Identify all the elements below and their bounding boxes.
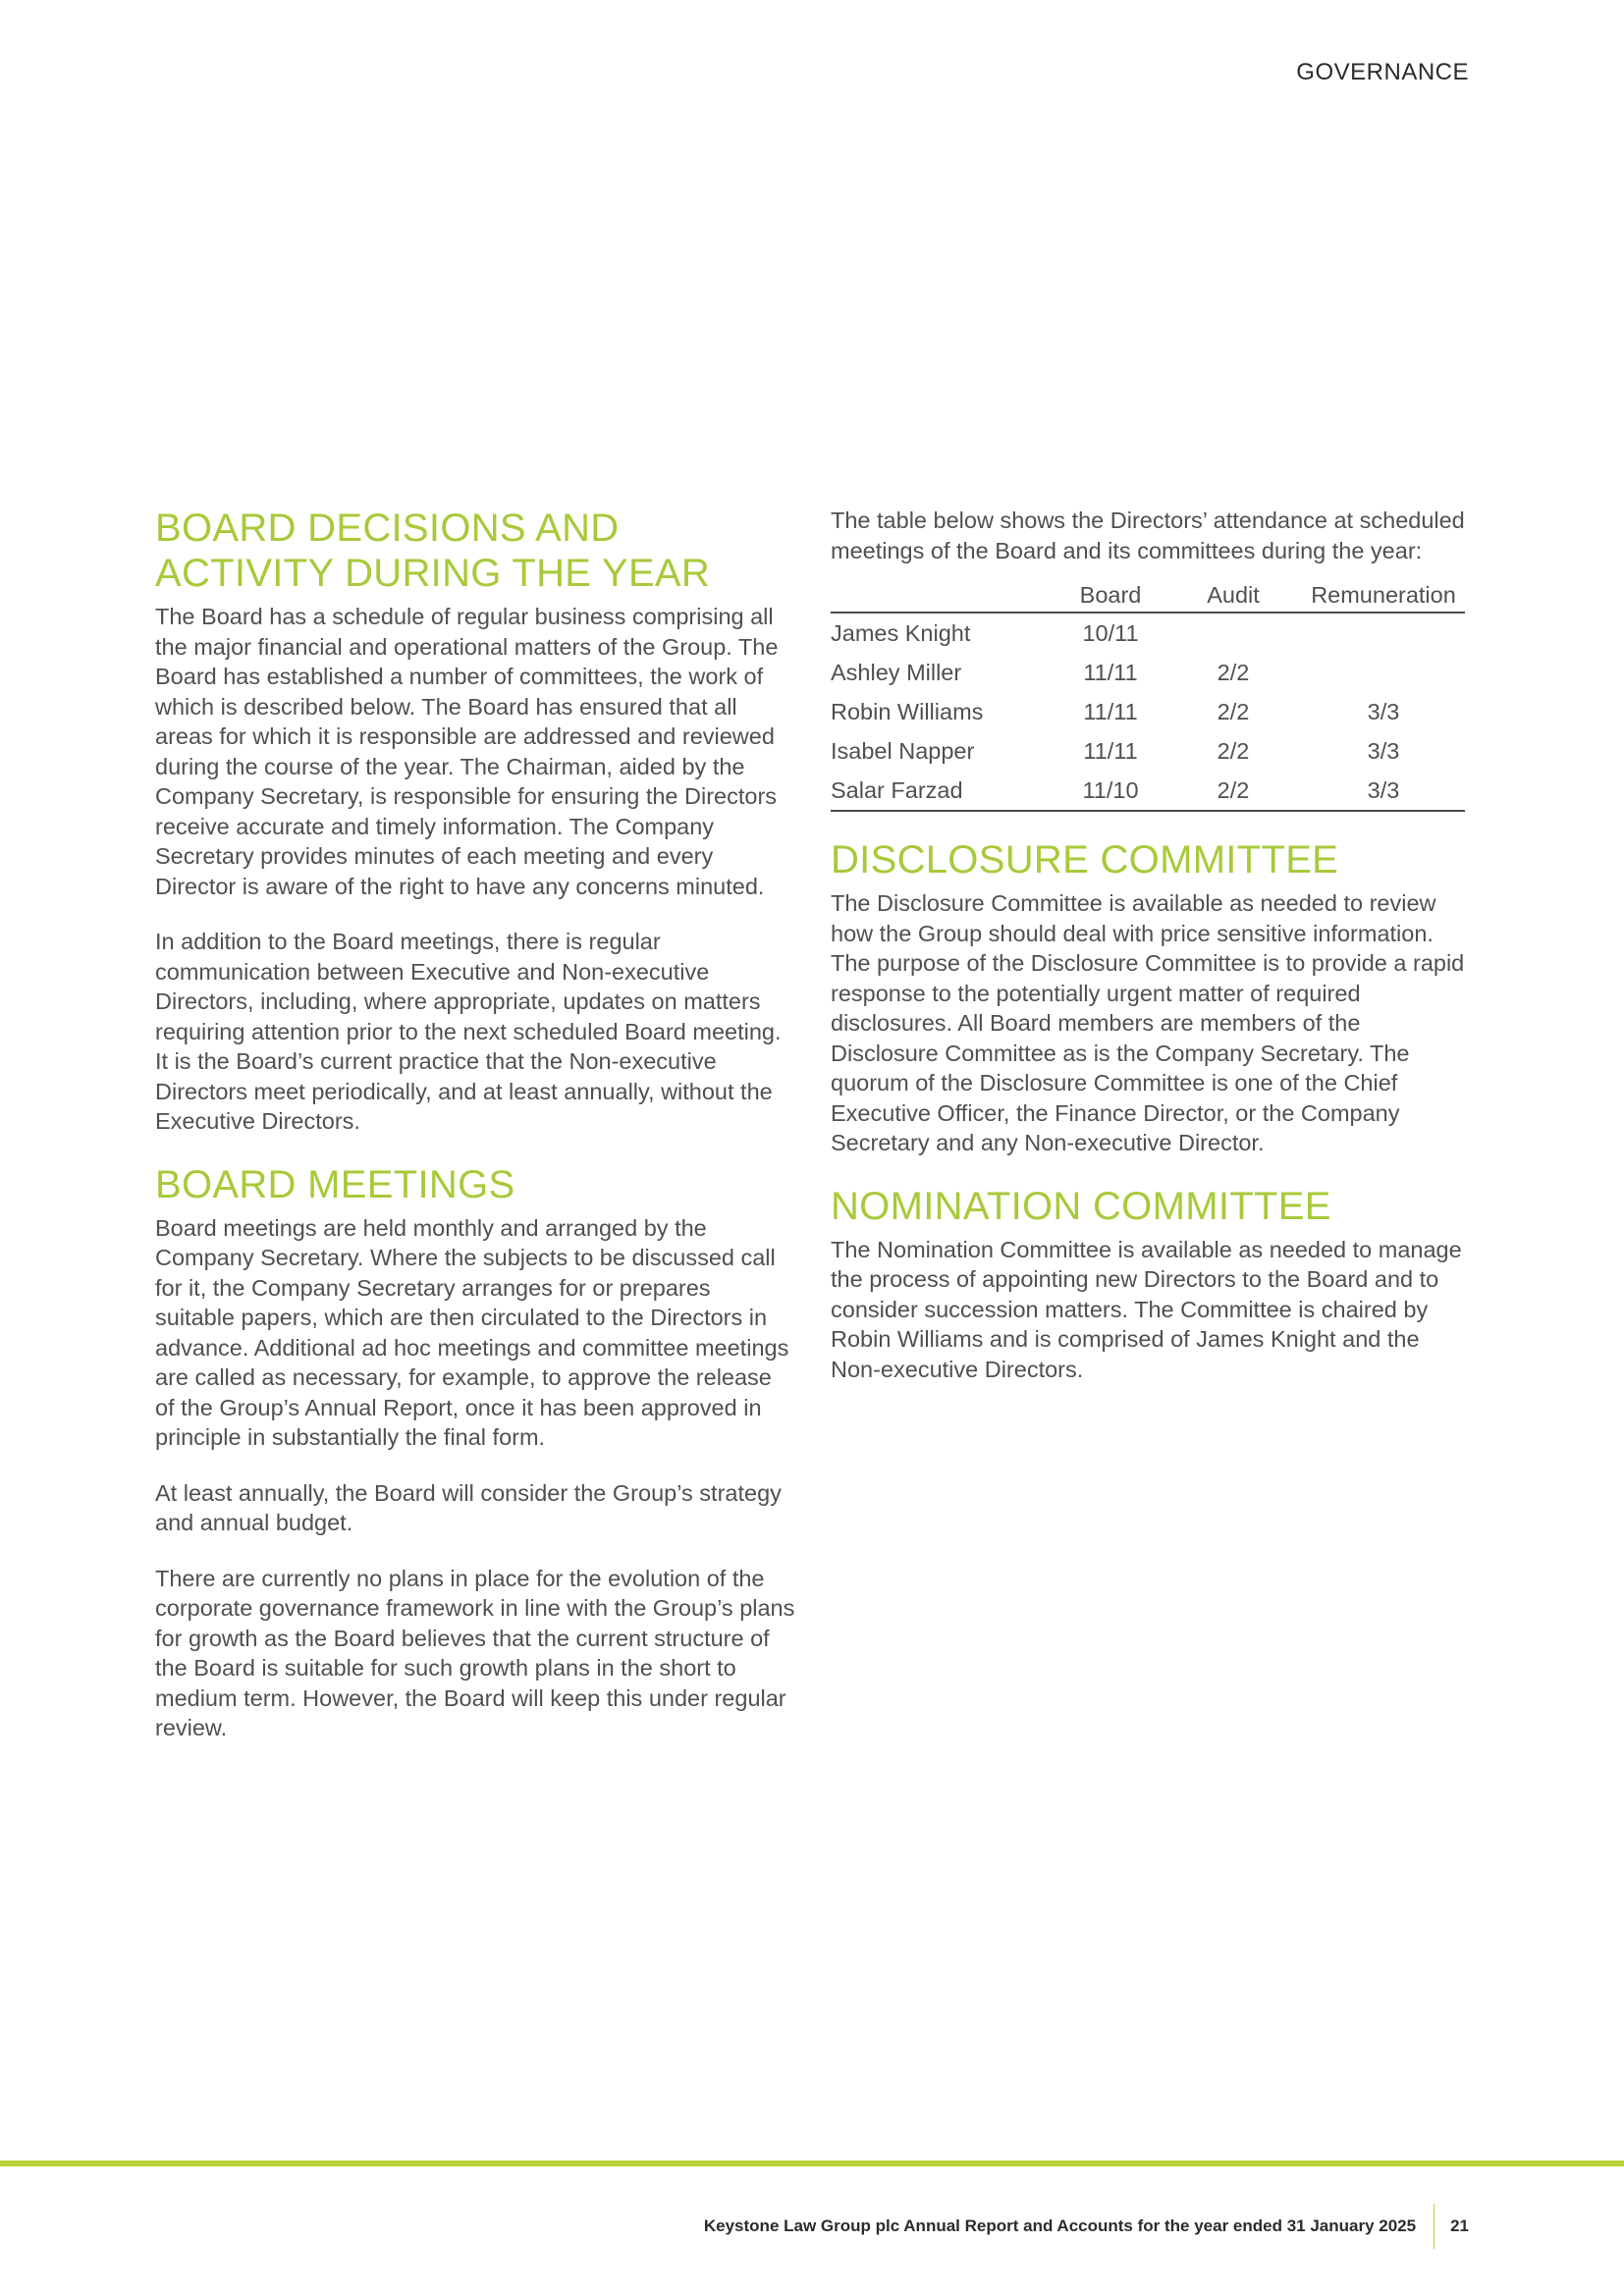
column-header — [831, 575, 1056, 613]
board-attendance: 11/11 — [1083, 698, 1138, 724]
audit-attendance: 2/2 — [1217, 737, 1250, 764]
paragraph: The Disclosure Committee is available as needed to review how the Group should deal with price sensitive information. The purpose of the Disclosure Committee is to provide a rapid response to the potentially urgent matter of required disclosures. All Board members are members of the Disclosure Committee as is the Company Secretary. The quorum of the Disclosure Committee is one of the Chief Executive Officer, the Finance Director, or the Company Secretary and any Non-executive Director. — [831, 890, 1465, 1155]
remuneration-attendance: 3/3 — [1367, 737, 1400, 764]
board-attendance: 11/11 — [1083, 737, 1138, 764]
director-name: Robin Williams — [831, 698, 984, 724]
table-row — [831, 771, 1465, 811]
footer-divider — [1434, 2204, 1435, 2249]
paragraph: At least annually, the Board will consider the Group’s strategy and annual budget. — [155, 1479, 782, 1535]
page-number: 21 — [1450, 2216, 1469, 2235]
heading-board-meetings: BOARD MEETINGS — [155, 1162, 515, 1206]
paragraph: Board meetings are held monthly and arranged by the Company Secretary. Where the subjects to be discussed call for it, the Company Secretary arranges for or prepares suitable papers, which are then circulated to the Directors in advance. Additional ad hoc meetings and committee meetings are called as necessary, for example, to approve the release of the Group’s Annual Report, once it has been approved in principle in substantially the final form. — [155, 1214, 789, 1450]
paragraph: The Board has a schedule of regular business comprising all the major financial and operational matters of the Group. The Board has established a number of committees, the work of which is described below. The Board has ensured that all areas for which it is responsible are addressed and reviewed during the course of the year. The Chairman, aided by the Company Secretary, is responsible for ensuring the Directors receive accurate and timely information. The Company Secretary provides minutes of each meeting and every Director is aware of the right to have any concerns minuted. — [155, 604, 779, 899]
left-column — [155, 506, 795, 1769]
remuneration-attendance: 3/3 — [1367, 698, 1400, 724]
director-name: Salar Farzad — [831, 771, 1056, 811]
table-row — [831, 692, 1465, 731]
director-name: Ashley Miller — [831, 659, 962, 685]
heading-disclosure-committee: DISCLOSURE COMMITTEE — [831, 838, 1339, 881]
heading-nomination-committee: NOMINATION COMMITTEE — [831, 1184, 1331, 1228]
audit-attendance — [1164, 613, 1302, 653]
audit-attendance: 2/2 — [1164, 771, 1302, 811]
table-row — [831, 731, 1465, 771]
footer-rule — [0, 2161, 1624, 2166]
section-label: GOVERNANCE — [1296, 59, 1469, 85]
board-attendance: 11/11 — [1083, 659, 1138, 685]
board-attendance: 11/10 — [1056, 771, 1164, 811]
footer — [704, 2207, 1469, 2246]
heading-board-decisions: BOARD DECISIONS AND ACTIVITY DURING THE YEAR — [155, 507, 711, 595]
right-column — [831, 506, 1471, 1410]
remuneration-attendance — [1302, 613, 1465, 653]
table-intro: The table below shows the Directors’ attendance at scheduled meetings of the Board and its committees during the year: — [831, 507, 1465, 563]
director-name: Isabel Napper — [831, 737, 975, 764]
table-row — [831, 613, 1465, 653]
column-header: Audit — [1164, 575, 1302, 613]
column-header: Board — [1056, 575, 1164, 613]
remuneration-attendance: 3/3 — [1302, 771, 1465, 811]
footer-title: Keystone Law Group plc Annual Report and Accounts for the year ended 31 January 2025 — [703, 2216, 1417, 2235]
attendance-table — [831, 575, 1465, 812]
table-row — [831, 653, 1465, 692]
director-name: James Knight — [831, 619, 971, 646]
remuneration-attendance — [1302, 653, 1465, 692]
board-attendance: 10/11 — [1082, 619, 1139, 646]
column-header: Remuneration — [1302, 575, 1465, 613]
paragraph: In addition to the Board meetings, there is regular communication between Executive and Non-executive Directors, including, where appropriate, updates on matters requiring attention prior to the next scheduled Board meeting. It is the Board’s current practice that the Non-executive Directors meet periodically, and at least annually, without the Executive Directors. — [155, 929, 782, 1134]
audit-attendance: 2/2 — [1217, 659, 1250, 685]
table-header-row — [831, 575, 1465, 613]
paragraph: There are currently no plans in place for the evolution of the corporate governance framework in line with the Group’s plans for growth as the Board believes that the current structure of the Board is suitable for such growth plans in the short to medium term. However, the Board will keep this under regular review. — [155, 1565, 795, 1740]
audit-attendance: 2/2 — [1217, 698, 1250, 724]
paragraph: The Nomination Committee is available as needed to manage the process of appointing new Directors to the Board and to consider succession matters. The Committee is chaired by Robin Williams and is comprised of James Knight and the Non-executive Directors. — [831, 1236, 1462, 1382]
